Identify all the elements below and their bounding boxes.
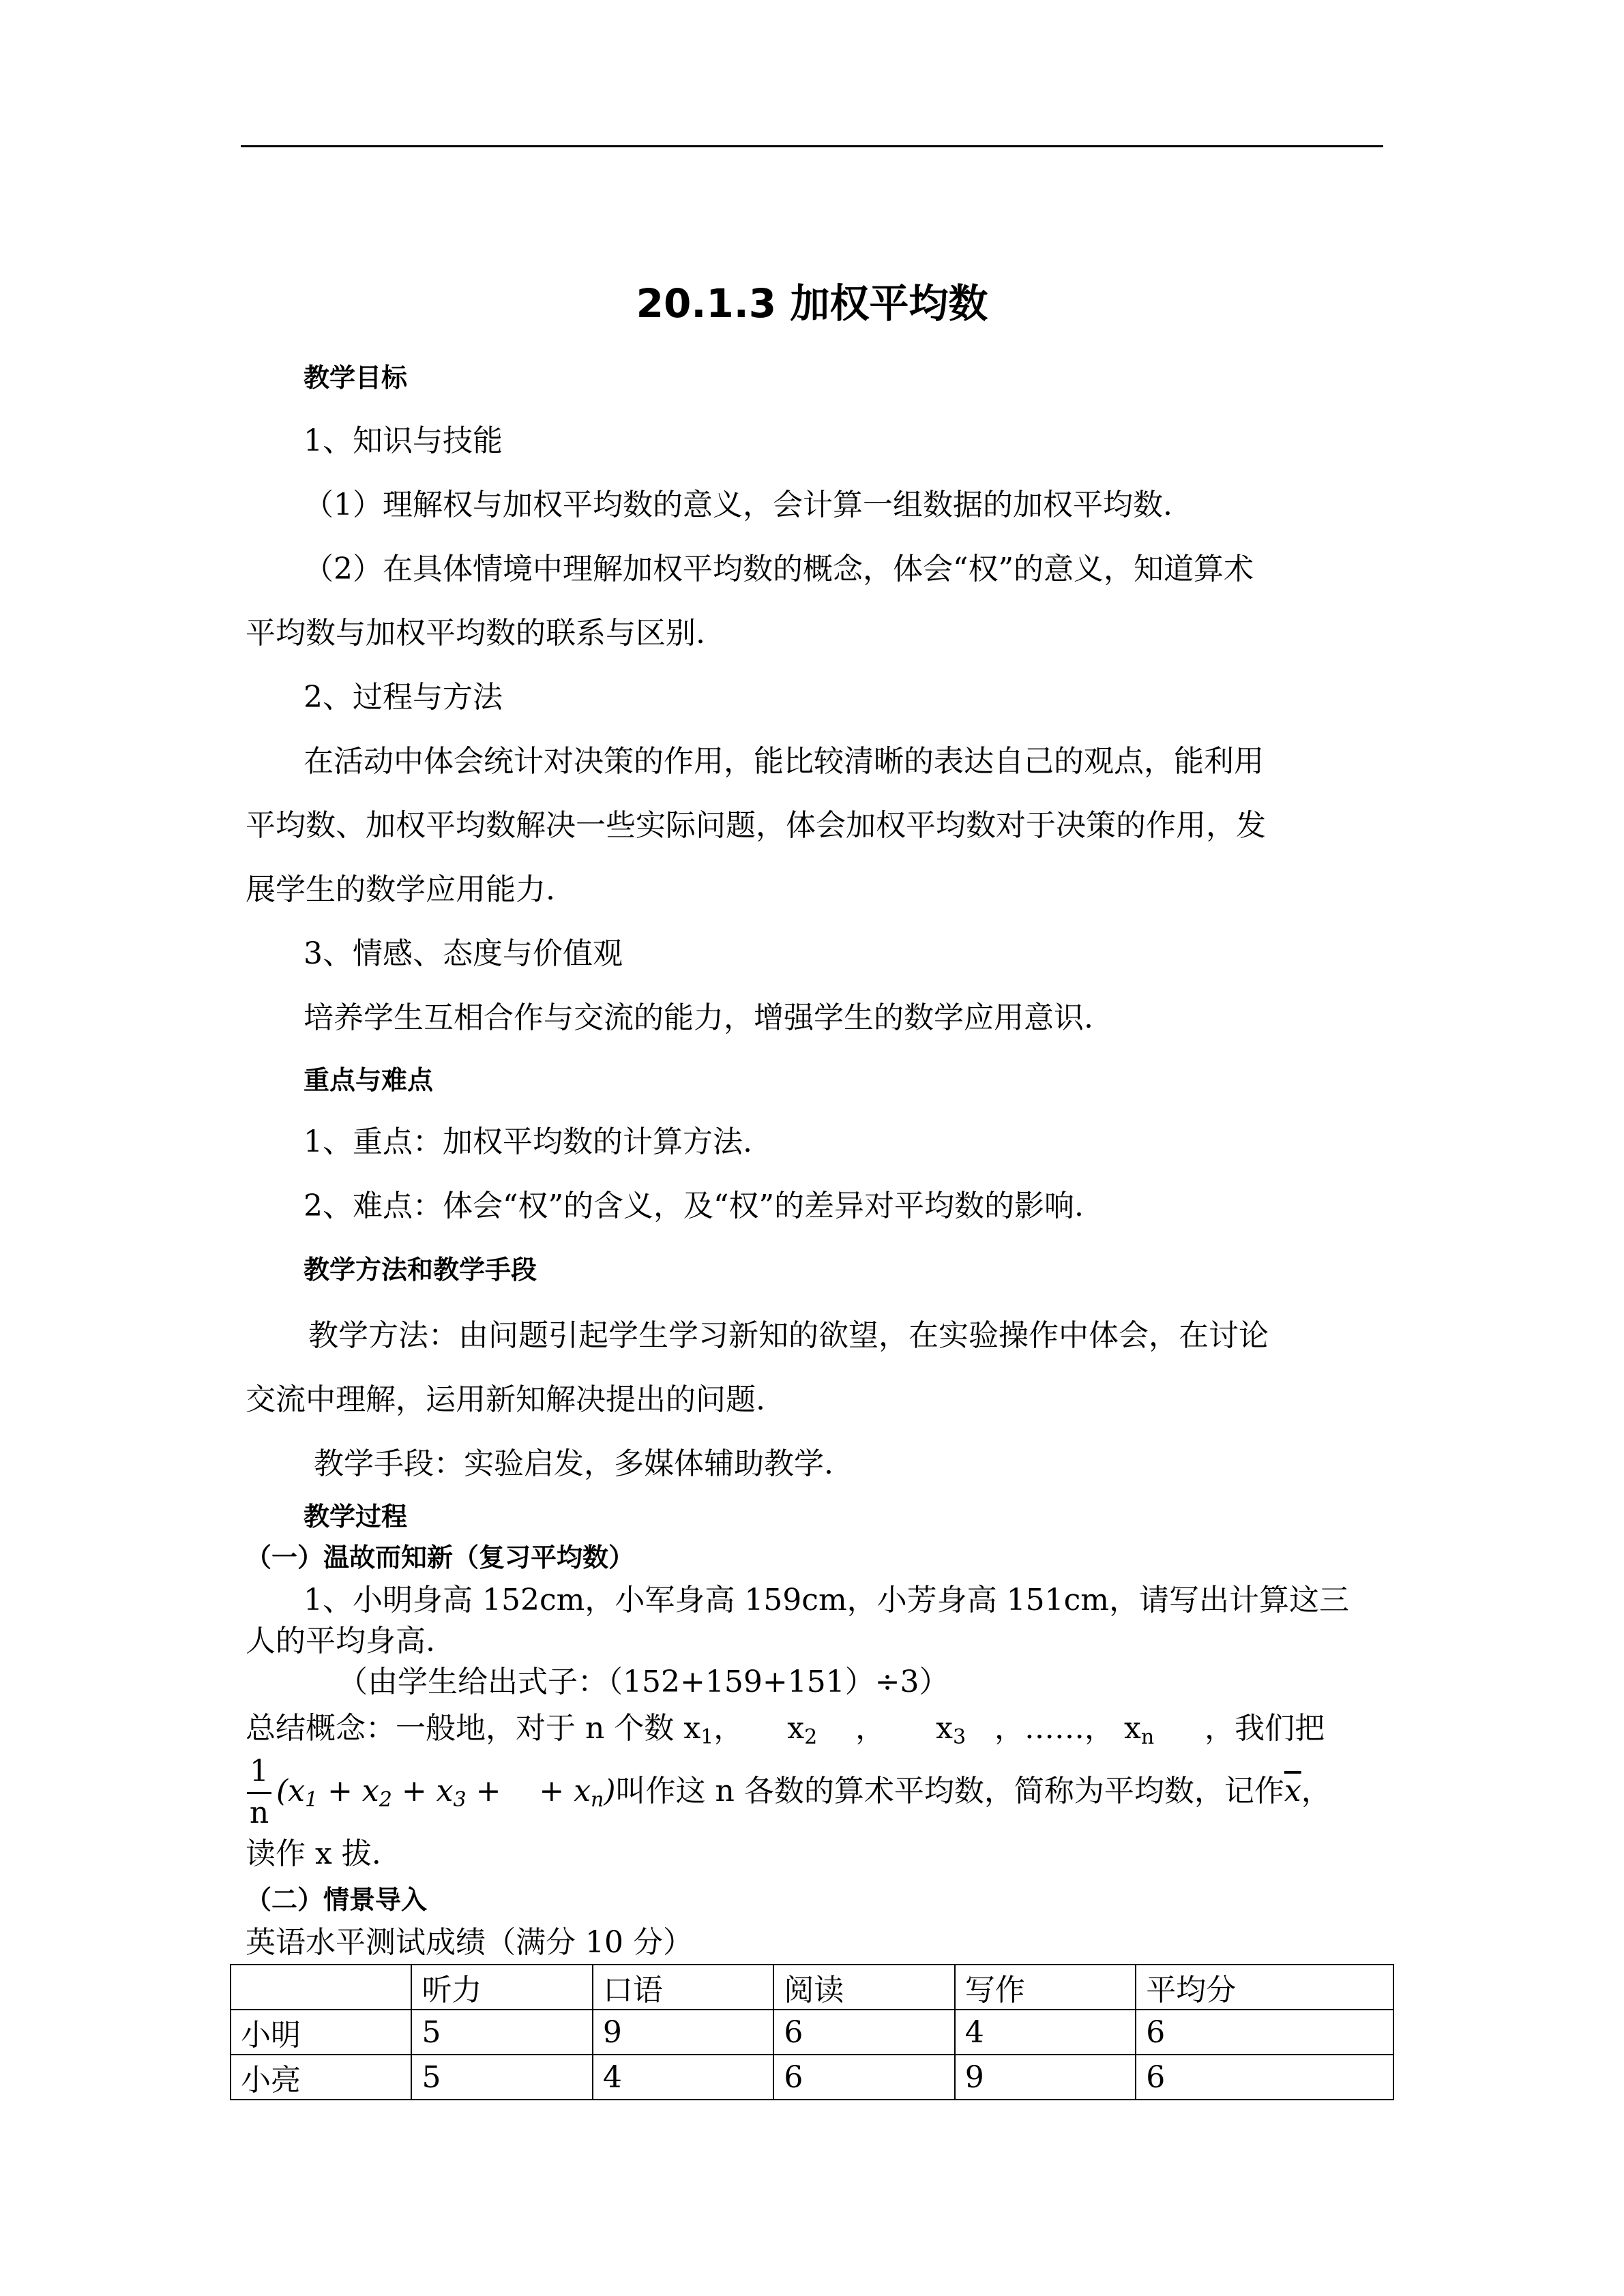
goal-3-title: 3、情感、态度与价值观 (304, 936, 623, 971)
section-heading-goals: 教学目标 (304, 363, 408, 393)
section-heading-methods: 教学方法和教学手段 (304, 1255, 537, 1285)
table-cell: 6 (1136, 2055, 1393, 2100)
part-2-heading: （二）情景导入 (246, 1885, 428, 1915)
table-cell: 6 (773, 2055, 954, 2100)
header-cell-blank (231, 1965, 411, 2010)
variable-xn: $x_n$ (1124, 1711, 1155, 1749)
key-point-2: 2、难点：体会“权”的含义，及“权”的差异对平均数的影响. (304, 1189, 1084, 1223)
variable-x3: $x_3$ ，……， (936, 1711, 1114, 1749)
table-cell: 6 (1136, 2010, 1393, 2055)
score-table (230, 1964, 1394, 2100)
header-cell-speaking: 口语 (593, 1965, 773, 2010)
variable-x2: $x_2$ ， (787, 1711, 886, 1749)
header-cell-average: 平均分 (1136, 1965, 1393, 2010)
table-cell-name: 小明 (231, 2010, 411, 2055)
header-cell-listening: 听力 (411, 1965, 592, 2010)
header-rule (241, 145, 1383, 147)
table-cell: 6 (773, 2010, 954, 2055)
table-cell: 9 (955, 2055, 1136, 2100)
summary-tail: ，我们把 (1205, 1711, 1325, 1746)
table-row (231, 2055, 1393, 2100)
key-point-1: 1、重点：加权平均数的计算方法. (304, 1124, 752, 1159)
table-row (231, 2010, 1393, 2055)
mean-formula-sum: ($x_1 + x_2 + x_3$ + + $x_n$) (276, 1774, 616, 1812)
table-cell: 4 (593, 2055, 773, 2100)
table-caption: 英语水平测试成绩（满分 10 分） (246, 1925, 693, 1960)
comma: ， (1301, 1774, 1331, 1808)
part-1-question-line2: 人的平均身高. (246, 1624, 435, 1658)
read-as-line: 读作 x 拔. (246, 1836, 381, 1871)
goal-2-text-line3: 展学生的数学应用能力. (246, 872, 555, 907)
goal-1-item-b-line1: （2）在具体情境中理解加权平均数的概念，体会“权”的意义，知道算术 (304, 552, 1254, 586)
header-cell-reading: 阅读 (773, 1965, 954, 2010)
mean-formula-text: 叫作这 n 各数的算术平均数，简称为平均数，记作 (615, 1774, 1284, 1808)
goal-2-title: 2、过程与方法 (304, 680, 503, 715)
table-header-row (231, 1965, 1393, 2010)
fraction-one-over-n (246, 1753, 273, 1832)
section-heading-process: 教学过程 (304, 1502, 408, 1532)
x-bar-symbol: $\overline{x}$ (1284, 1774, 1301, 1808)
part-1-heading: （一）温故而知新（复习平均数） (246, 1542, 635, 1572)
header-cell-writing: 写作 (955, 1965, 1136, 2010)
goal-1-title: 1、知识与技能 (304, 423, 503, 458)
part-1-hint: （由学生给出式子：（152+159+151）÷3） (338, 1665, 949, 1699)
document-title: 20.1.3 加权平均数 (636, 280, 988, 327)
method-2: 教学手段：实验启发，多媒体辅助教学. (314, 1446, 833, 1481)
goal-1-item-b-line2: 平均数与加权平均数的联系与区别. (246, 616, 705, 651)
variable-x1: $x_1$， (683, 1711, 744, 1749)
table-cell: 4 (955, 2010, 1136, 2055)
goal-2-text-line1: 在活动中体会统计对决策的作用，能比较清晰的表达自己的观点，能利用 (304, 744, 1264, 779)
goal-1-item-a: （1）理解权与加权平均数的意义，会计算一组数据的加权平均数. (304, 488, 1172, 522)
section-heading-key-points: 重点与难点 (304, 1065, 434, 1095)
method-1-line1: 教学方法：由问题引起学生学习新知的欲望，在实验操作中体会，在讨论 (308, 1318, 1269, 1353)
fraction-numerator: 1 (250, 1754, 269, 1789)
fraction-denominator: n (249, 1795, 269, 1830)
fraction-bar (247, 1792, 271, 1794)
summary-line (246, 1705, 1325, 1753)
table-cell-name: 小亮 (231, 2055, 411, 2100)
table-cell: 5 (411, 2055, 592, 2100)
goal-2-text-line2: 平均数、加权平均数解决一些实际问题，体会加权平均数对于决策的作用，发 (246, 808, 1266, 843)
table-cell: 5 (411, 2010, 592, 2055)
summary-prefix: 总结概念：一般地，对于 n 个数 (246, 1711, 675, 1746)
table-cell: 9 (593, 2010, 773, 2055)
method-1-line2: 交流中理解，运用新知解决提出的问题. (246, 1382, 765, 1417)
mean-formula-line (276, 1768, 1331, 1815)
part-1-question-line1: 1、小明身高 152cm，小军身高 159cm，小芳身高 151cm，请写出计算这三 (304, 1583, 1349, 1617)
goal-3-text: 培养学生互相合作与交流的能力，增强学生的数学应用意识. (304, 1000, 1093, 1035)
